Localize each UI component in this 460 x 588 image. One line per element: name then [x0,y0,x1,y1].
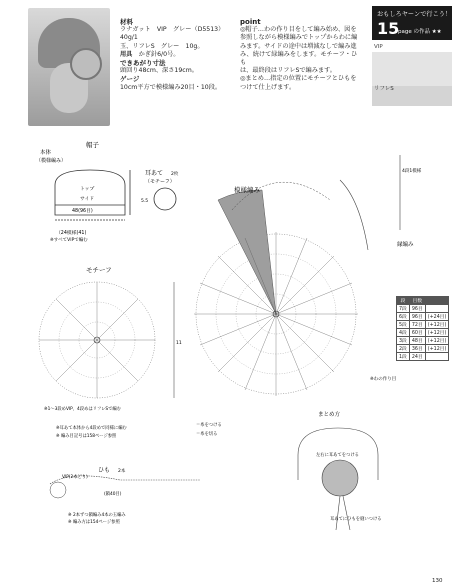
size-heading: できあがり寸法 [120,59,166,68]
point-heading: point [240,18,261,26]
badge-page: page の作品 ★★ [398,29,442,35]
cord-count: 2本 [118,469,126,474]
earflap-size: 5.5 [141,199,149,204]
page-number: 130 [432,578,443,584]
yarn-label-vip: VIP [374,44,383,50]
motif-title: モチーフ [86,266,112,274]
table-row: 1段 24目 [397,353,449,361]
cord-title: ひも [98,467,111,474]
table-row: 4段 60目 (+12目) [397,329,449,337]
materials-heading: 材料 [120,18,133,26]
body-sub: （模様編み） [36,158,67,164]
hat-title: 帽子 [86,141,99,149]
earflap-count: 2枚 [171,172,179,177]
table-row: 2段 36目 (+12目) [397,345,449,353]
top-label: トップ [80,187,95,192]
crown-chart [194,180,368,396]
body-label: 本体 [40,150,52,156]
point-line: み、続けて緑編みをします。モチーフ・ひも [240,50,358,67]
table-row: 3段 48目 (+12目) [397,337,449,345]
table-row: 5段 72目 (+12目) [397,321,449,329]
earflap-circle [154,188,176,210]
table-row: 6段 96目 (+24目) [397,313,449,321]
stitch-count-table [396,296,449,361]
badge-title: おもしろヤーンで行こう！ [377,11,452,18]
finishing-note2: 耳あてにひもを縫いつける [330,517,382,522]
finishing-diagram [298,428,378,530]
circumference-label: 48(96目) [72,209,93,214]
table-header: 段 目数 [397,297,449,305]
point-line: は、最終段はリフレSで編みます。 [240,67,336,75]
four-rows-label: 4段1模様 [402,169,422,174]
earflap-sub: （モチーフ） [145,179,175,185]
earflap-title: 耳あて [145,170,164,177]
materials-line1: ラナガット VIP グレー（D5513）40g/1 [120,26,225,42]
motif-note2: ※耳あて本体から4段めで同様に編む [56,426,127,431]
body-note2: ※すべてVIPで編む [50,238,88,243]
gauge-value: 10cm平方で模様編み20目・10段。 [120,83,222,91]
cord-note1: ※ 2本ずつ鎖編み4本の玉編み [68,513,126,518]
size-value: 頭回り48cm、深さ19cm。 [120,67,198,75]
badge-number: 15 [377,19,400,38]
legend-cut: ＝糸を切る [196,432,218,437]
point-line: みます。サイドの途中は増減なしで編み進 [240,42,357,50]
tools-row: 用具 かぎ針6/0号。 [120,50,180,58]
edge-label: 縁編み [397,242,414,248]
motif-note3: ※ 編み目記号は158ページ参照 [56,434,117,439]
motif-note1: ※1～3段めVIP、4段めはリフレSで編む [44,407,122,412]
body-note1: （24模様(41) [56,231,87,236]
finishing-note: 左右に耳あてをつける [316,453,359,458]
motif-chart [39,282,174,398]
top-note: ※わの作り目 [370,377,397,382]
point-line: 参照しながら模様編みでトップからわに編 [240,34,358,42]
motif-dimension: 11 [176,341,182,346]
point-line: ◎まとめ…指定の位置にモチーフとひもを [240,75,357,83]
cord-sub: VIP(2本どり) [62,475,88,480]
gauge-heading: ゲージ [120,75,140,84]
side-label: サイド [80,197,95,202]
yarn-label-refre: リフレS [374,86,394,92]
materials-line2: 玉、リフレS グレー 10g。 [120,42,204,50]
finishing-title: まとめ方 [318,412,341,418]
cord-length: (鎖40目) [104,492,122,497]
point-line: ◎帽子…わの作り目をして編み始め、図を [240,26,357,34]
pattern-label: 模様編み [234,186,260,194]
table-row: 7段 96目 [397,305,449,313]
point-line: つけて仕上げます。 [240,83,296,91]
cord-note2: ※ 編み方は154ページ参照 [68,520,120,525]
legend-attach: ＝糸をつける [196,423,222,428]
